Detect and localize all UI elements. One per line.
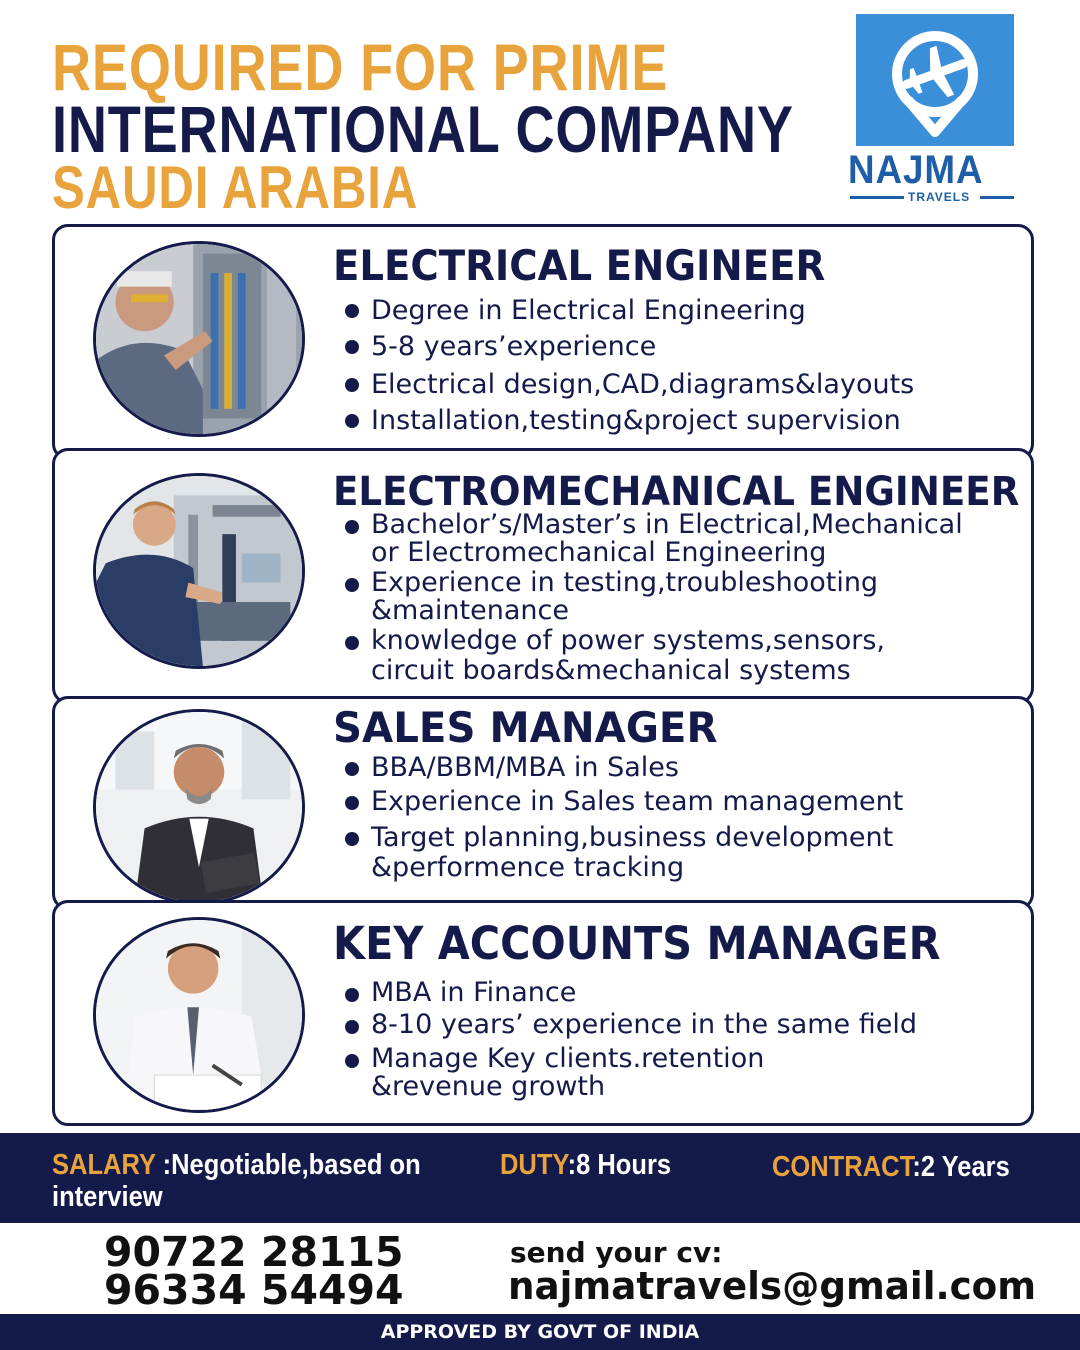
requirement-item-continued: circuit boards&mechanical systems bbox=[371, 655, 851, 686]
requirement-item: Bachelor’s/Master’s in Electrical,Mechanical bbox=[343, 511, 963, 539]
requirement-item: Experience in testing,troubleshooting bbox=[343, 569, 963, 597]
job-title: ELECTROMECHANICAL ENGINEER bbox=[333, 469, 1020, 515]
requirement-item: Target planning,business development bbox=[343, 823, 903, 853]
salary-value: :Negotiable,based on bbox=[155, 1149, 421, 1181]
requirement-item: Experience in Sales team management bbox=[343, 787, 903, 823]
requirement-item-continued: &maintenance bbox=[371, 595, 569, 626]
phone-number-1[interactable]: 90722 28115 bbox=[104, 1228, 404, 1276]
requirement-item-continued: or Electromechanical Engineering bbox=[371, 537, 827, 568]
engineer-with-machinery-photo bbox=[93, 473, 305, 669]
requirement-item: knowledge of power systems,sensors, bbox=[343, 627, 963, 657]
requirement-item: 8-10 years’ experience in the same field bbox=[343, 1011, 917, 1045]
govt-approval-footer: APPROVED BY GOVT OF INDIA bbox=[0, 1314, 1080, 1350]
headline-line-3: SAUDI ARABIA bbox=[52, 154, 419, 221]
salary-info bbox=[52, 1149, 421, 1213]
duty-info bbox=[500, 1149, 671, 1181]
job-card-sales-manager bbox=[52, 696, 1034, 910]
logo-badge bbox=[856, 14, 1014, 146]
contract-value: :2 Years bbox=[912, 1151, 1010, 1183]
requirement-item: Degree in Electrical Engineering bbox=[343, 295, 914, 331]
najma-travels-logo bbox=[842, 12, 1028, 208]
job-requirements-list bbox=[343, 979, 917, 1101]
logo-rule-right bbox=[980, 196, 1014, 199]
job-requirements-list bbox=[343, 511, 963, 687]
send-cv-label: send your cv: bbox=[510, 1236, 723, 1269]
requirement-item: Installation,testing&project supervision bbox=[343, 405, 914, 441]
job-requirements-list bbox=[343, 753, 903, 883]
electrician-at-panel-photo bbox=[93, 241, 305, 437]
requirement-item: Electrical design,CAD,diagrams&layouts bbox=[343, 369, 914, 405]
job-card-electrical-engineer bbox=[52, 224, 1034, 460]
requirement-item: BBA/BBM/MBA in Sales bbox=[343, 753, 903, 787]
duty-label: DUTY bbox=[500, 1149, 568, 1181]
job-title: KEY ACCOUNTS MANAGER bbox=[333, 917, 941, 970]
businessman-with-tablet-photo bbox=[93, 709, 305, 905]
contract-label: CONTRACT bbox=[772, 1151, 913, 1183]
requirement-item: Manage Key clients.retention bbox=[343, 1045, 917, 1073]
requirement-item: MBA in Finance bbox=[343, 979, 917, 1011]
contract-info bbox=[772, 1151, 1010, 1183]
man-writing-at-desk-photo bbox=[93, 917, 305, 1113]
job-title: SALES MANAGER bbox=[333, 703, 718, 752]
job-card-key-accounts-manager bbox=[52, 900, 1034, 1126]
requirement-item-continued: &revenue growth bbox=[371, 1071, 606, 1102]
headline-line-1: REQUIRED FOR PRIME bbox=[52, 30, 669, 104]
requirement-item-continued: &performence tracking bbox=[371, 852, 685, 883]
airplane-location-pin-icon bbox=[856, 14, 1014, 146]
requirement-item: 5-8 years’experience bbox=[343, 331, 914, 369]
headline-line-2: INTERNATIONAL COMPANY bbox=[52, 92, 794, 166]
job-terms-bar bbox=[0, 1133, 1080, 1223]
email-address[interactable]: najmatravels@gmail.com bbox=[508, 1264, 1037, 1308]
salary-value-continued: interview bbox=[52, 1181, 163, 1213]
logo-rule-left bbox=[850, 196, 904, 199]
logo-name: NAJMA bbox=[848, 148, 984, 192]
logo-subtitle: TRAVELS bbox=[908, 190, 971, 204]
job-title: ELECTRICAL ENGINEER bbox=[333, 241, 826, 290]
job-requirements-list bbox=[343, 295, 914, 441]
duty-value: :8 Hours bbox=[567, 1149, 672, 1181]
salary-label: SALARY bbox=[52, 1149, 156, 1181]
phone-number-2[interactable]: 96334 54494 bbox=[104, 1266, 404, 1314]
job-card-electromechanical-engineer bbox=[52, 448, 1034, 704]
